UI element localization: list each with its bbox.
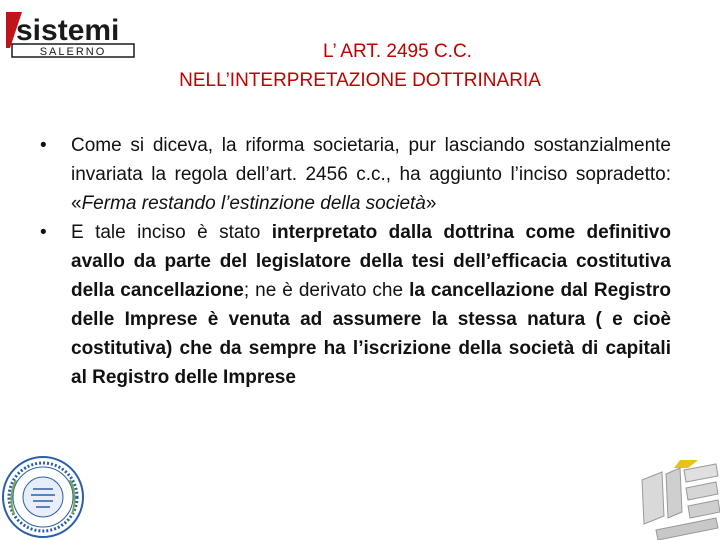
bullet-list	[40, 131, 671, 392]
bullet-1-text: Come si diceva, la riforma societaria, pur lasciando sostanzialmente invariata la regola dell’art. 2456 c.c., ha aggiunto l’inciso sopradetto: «	[71, 135, 671, 214]
svg-text:sistemi: sistemi	[16, 14, 120, 47]
title-line-2: NELL’INTERPRETAZIONE DOTTRINARIA	[179, 70, 541, 91]
corner-logo-icon	[636, 458, 720, 540]
bullet-1-close-quote: »	[425, 193, 437, 214]
bullet-2-mid: ; ne è derivato che	[243, 280, 410, 301]
bullet-2-text: E tale inciso è stato	[71, 222, 272, 243]
slide-title	[0, 37, 720, 95]
title-line-1: L’ ART. 2495 C.C.	[323, 41, 472, 62]
bullet-marker: •	[40, 222, 47, 243]
bullet-2-bold-1: interpretato dalla dottrina come definitivo avallo da parte del legislatore della tesi dell’efficacia costitutiva della cancellazione	[71, 222, 671, 301]
order-seal-icon	[0, 454, 86, 540]
bullet-1-italic-quote: Ferma restando l’estinzione della società	[81, 193, 426, 214]
bullet-item-2	[40, 218, 671, 392]
bullet-2-bold-2: la cancellazione dal Registro delle Imprese è venuta ad assumere la stessa natura ( e cioè costitutiva) che da sempre ha l’iscrizione della società di capitali al Registro delle Imprese	[71, 280, 671, 388]
bullet-item-1	[40, 131, 671, 218]
svg-text:SALERNO: SALERNO	[39, 46, 107, 58]
bullet-marker: •	[40, 135, 47, 156]
